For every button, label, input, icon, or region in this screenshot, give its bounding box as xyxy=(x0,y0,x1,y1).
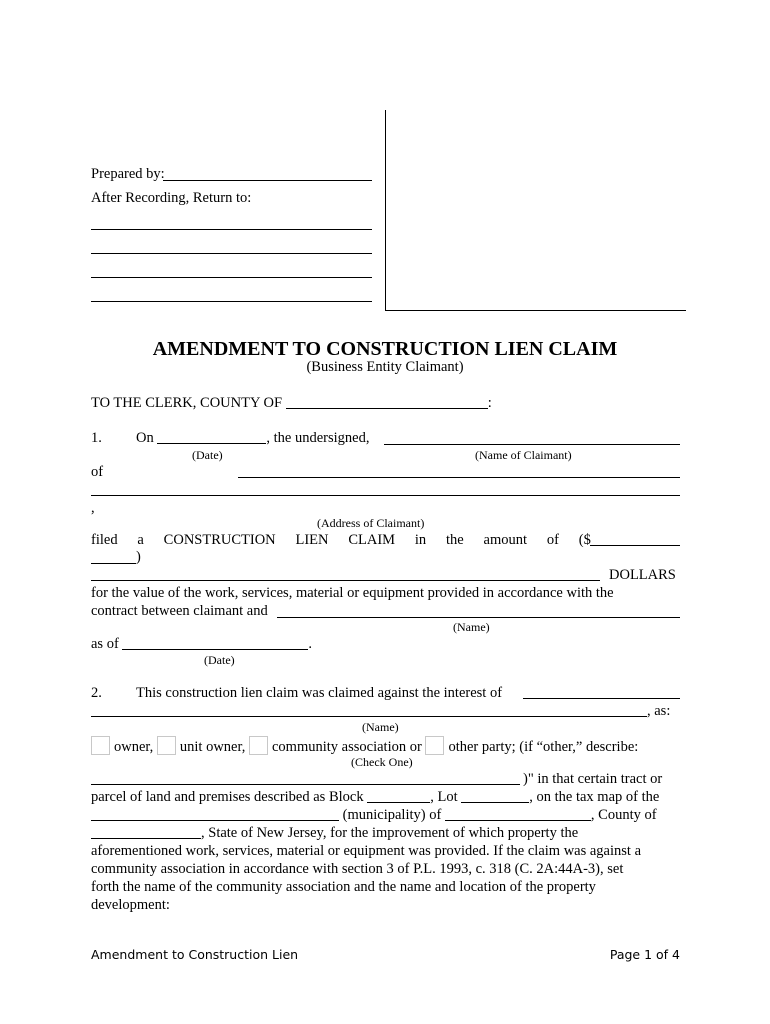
interest-party-line-2[interactable] xyxy=(91,716,647,717)
return-address-line-2[interactable] xyxy=(91,253,372,254)
interest-name-caption: (Name) xyxy=(362,720,399,734)
unit-owner-option-label: unit owner, xyxy=(179,739,246,755)
county-state-line xyxy=(91,825,578,842)
county-name-blank[interactable] xyxy=(91,825,201,839)
tract-text: )" in that certain tract or xyxy=(523,771,663,787)
claimant-caption: (Name of Claimant) xyxy=(475,448,572,462)
document-title: AMENDMENT TO CONSTRUCTION LIEN CLAIM xyxy=(152,338,618,360)
municipality-blank[interactable] xyxy=(91,807,339,821)
on-label: On xyxy=(136,430,154,446)
parcel-line xyxy=(91,789,659,806)
as-of-line xyxy=(91,636,312,653)
other-party-checkbox[interactable] xyxy=(425,736,444,755)
paragraph-line-3: forth the name of the community association and the name and location of the property xyxy=(91,879,596,895)
as-label: , as: xyxy=(647,703,671,719)
amount-paren-close: ) xyxy=(136,549,141,565)
section2-number: 2. xyxy=(91,685,102,701)
recording-box-bottom-border xyxy=(385,310,686,311)
other-description-line[interactable] xyxy=(91,784,520,785)
prepared-by-line[interactable] xyxy=(163,180,372,181)
clerk-label: TO THE CLERK, COUNTY OF xyxy=(91,395,283,411)
contract-party-line[interactable] xyxy=(277,617,680,618)
footer-title: Amendment to Construction Lien xyxy=(91,947,299,962)
page-number: Page 1 of 4 xyxy=(609,947,680,962)
return-address-line-3[interactable] xyxy=(91,277,372,278)
block-label: parcel of land and premises described as Block xyxy=(91,789,364,805)
value-line: for the value of the work, services, material or equipment provided in accordance with the xyxy=(91,585,614,601)
claimant-name-line[interactable] xyxy=(384,444,680,445)
owner-checkbox[interactable] xyxy=(91,736,110,755)
dollars-line[interactable] xyxy=(91,580,600,581)
state-text: , State of New Jersey, for the improvement of which property the xyxy=(201,825,579,841)
block-blank[interactable] xyxy=(367,789,430,803)
filed-word: of xyxy=(546,532,559,548)
amount-blank-2[interactable] xyxy=(91,563,136,564)
section1-number: 1. xyxy=(91,430,102,446)
section1-line1 xyxy=(136,430,369,447)
unit-owner-checkbox[interactable] xyxy=(157,736,176,755)
lot-blank[interactable] xyxy=(461,789,529,803)
filed-word: LIEN xyxy=(295,532,329,548)
date-blank[interactable] xyxy=(157,430,266,444)
as-of-date-caption: (Date) xyxy=(204,653,235,667)
address-line-1[interactable] xyxy=(238,477,680,478)
check-options-row xyxy=(91,736,638,756)
other-party-option-label: other party; (if “other,” describe: xyxy=(448,739,639,755)
municipality-name-blank[interactable] xyxy=(445,807,591,821)
date-caption: (Date) xyxy=(192,448,223,462)
contract-name-caption: (Name) xyxy=(453,620,490,634)
return-address-line-1[interactable] xyxy=(91,229,372,230)
as-of-period: . xyxy=(308,636,313,652)
paragraph-line-2: community association in accordance with section 3 of P.L. 1993, c. 318 (C. 2A:44A-3), set xyxy=(91,861,624,877)
owner-option-label: owner, xyxy=(114,739,154,755)
filed-word: CLAIM xyxy=(348,532,396,548)
section2-intro: This construction lien claim was claimed against the interest of xyxy=(136,685,503,701)
filed-word: the xyxy=(446,532,464,548)
contract-label: contract between claimant and xyxy=(91,603,268,619)
tax-map-label: , on the tax map of the xyxy=(529,789,660,805)
interest-party-line-1[interactable] xyxy=(523,698,680,699)
clerk-colon: : xyxy=(487,395,492,411)
dollars-label: DOLLARS xyxy=(609,567,676,583)
recording-box-left-border xyxy=(385,110,386,310)
filed-word: a xyxy=(137,532,144,548)
clerk-line xyxy=(91,395,492,412)
county-blank[interactable] xyxy=(286,395,488,409)
filed-word: filed xyxy=(91,532,118,548)
county-label: , County of xyxy=(590,807,657,823)
of-label: of xyxy=(91,464,104,480)
community-association-checkbox[interactable] xyxy=(249,736,268,755)
filed-line xyxy=(91,532,591,549)
address-comma: , xyxy=(91,500,95,516)
paragraph-line-4: development: xyxy=(91,897,170,913)
amount-blank-1[interactable] xyxy=(590,545,680,546)
document-subtitle: (Business Entity Claimant) xyxy=(306,359,464,375)
return-to-label: After Recording, Return to: xyxy=(91,190,252,206)
as-of-label: as of xyxy=(91,636,119,652)
filed-word: in xyxy=(414,532,427,548)
address-caption: (Address of Claimant) xyxy=(317,516,425,530)
as-of-date-blank[interactable] xyxy=(122,636,308,650)
undersigned-label: , the undersigned, xyxy=(266,430,370,446)
paragraph-line-1: aforementioned work, services, material or equipment was provided. If the claim was against a xyxy=(91,843,642,859)
lot-label: , Lot xyxy=(430,789,458,805)
return-address-line-4[interactable] xyxy=(91,301,372,302)
municipality-label: (municipality) of xyxy=(342,807,442,823)
municipality-line xyxy=(91,807,657,824)
filed-word: amount xyxy=(483,532,528,548)
prepared-by-label: Prepared by: xyxy=(91,166,165,182)
address-line-2[interactable] xyxy=(91,495,680,496)
check-one-caption: (Check One) xyxy=(351,755,413,769)
filed-word: ($ xyxy=(578,532,591,548)
filed-word: CONSTRUCTION xyxy=(163,532,276,548)
community-association-option-label: community association or xyxy=(272,739,422,755)
